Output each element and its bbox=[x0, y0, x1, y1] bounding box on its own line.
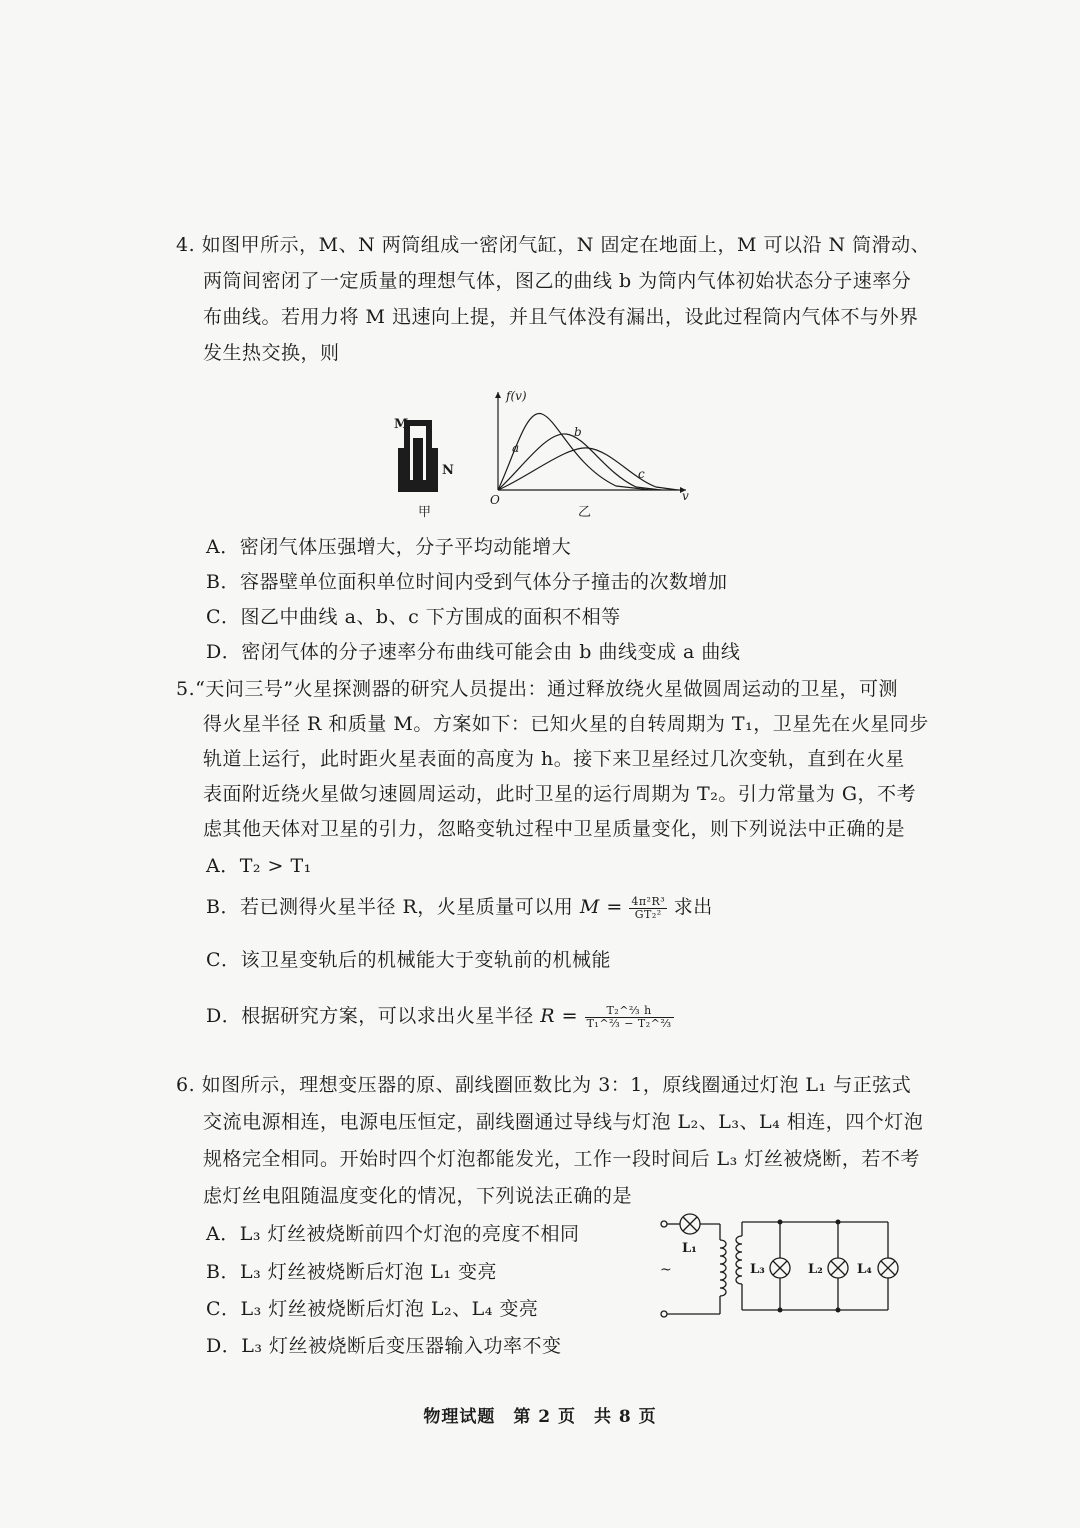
q4-line-4: 发生热交换，则 bbox=[203, 342, 340, 364]
curve-c bbox=[498, 448, 678, 490]
q6-option-d: D．L₃ 灯丝被烧断后变压器输入功率不变 bbox=[206, 1335, 562, 1357]
q6-line-3: 规格完全相同。开始时四个灯泡都能发光，工作一段时间后 L₃ 灯丝被烧断，若不考 bbox=[203, 1148, 920, 1170]
q5-option-d-denominator: T₁^⅔ − T₂^⅔ bbox=[586, 1016, 672, 1030]
curve-label-b: b bbox=[574, 425, 582, 439]
q5-option-d-lhs: R = bbox=[540, 1005, 579, 1027]
curve-label-a: a bbox=[512, 441, 520, 455]
q6-option-c: C．L₃ 灯丝被烧断后灯泡 L₂、L₄ 变亮 bbox=[206, 1298, 539, 1320]
q4-option-c: C．图乙中曲线 a、b、c 下方围成的面积不相等 bbox=[206, 606, 621, 628]
q4-option-b: B．容器壁单位面积单位时间内受到气体分子撞击的次数增加 bbox=[206, 571, 728, 593]
secondary-coil bbox=[736, 1236, 742, 1284]
figure-jia-cylinder bbox=[388, 408, 468, 520]
q6-line-4: 虑灯丝电阻随温度变化的情况，下列说法正确的是 bbox=[203, 1185, 633, 1207]
q5-option-a: A．T₂ > T₁ bbox=[206, 855, 312, 877]
q6-line-1: 6. 如图所示，理想变压器的原、副线圈匝数比为 3：1，原线圈通过灯泡 L₁ 与正弦式 bbox=[176, 1074, 912, 1096]
q5-line-1: 5.“天问三号”火星探测器的研究人员提出：通过释放绕火星做圆周运动的卫星，可测 bbox=[176, 678, 899, 700]
circuit-label-l1: L₁ bbox=[682, 1241, 697, 1256]
q5-line-5: 虑其他天体对卫星的引力，忽略变轨过程中卫星质量变化，则下列说法中正确的是 bbox=[203, 818, 906, 840]
figure-yi-distribution bbox=[486, 386, 696, 520]
q5-option-b-text: B．若已测得火星半径 R，火星质量可以用 bbox=[206, 896, 574, 918]
circuit-label-l4: L₄ bbox=[857, 1262, 872, 1277]
q5-option-d-text: D．根据研究方案，可以求出火星半径 bbox=[206, 1005, 534, 1027]
q4-option-d: D．密闭气体的分子速率分布曲线可能会由 b 曲线变成 a 曲线 bbox=[206, 641, 741, 663]
circuit-diagram bbox=[654, 1210, 904, 1326]
circuit-label-l2: L₂ bbox=[808, 1262, 823, 1277]
q5-option-b-suffix: 求出 bbox=[673, 896, 713, 918]
label-n: N bbox=[442, 463, 454, 478]
q5-option-b-fraction bbox=[629, 896, 667, 921]
q5-option-d-numerator: T₂^⅔ h bbox=[585, 1005, 674, 1018]
q5-option-b bbox=[206, 895, 713, 921]
q5-option-d bbox=[206, 1004, 674, 1030]
origin-label: O bbox=[490, 493, 500, 507]
label-m: M bbox=[394, 417, 409, 432]
q6-line-2: 交流电源相连，电源电压恒定，副线圈通过导线与灯泡 L₂、L₃、L₄ 相连，四个灯泡 bbox=[203, 1111, 924, 1133]
xlabel: v bbox=[682, 489, 689, 503]
caption-yi: 乙 bbox=[578, 505, 592, 520]
terminal-top bbox=[661, 1221, 667, 1227]
q5-option-d-fraction bbox=[585, 1005, 674, 1030]
circuit-source-symbol: ~ bbox=[660, 1262, 672, 1278]
q4-line-1: 4. 如图甲所示，M、N 两筒组成一密闭气缸，N 固定在地面上，M 可以沿 N 筒滑动、 bbox=[176, 234, 931, 256]
q6-option-b: B．L₃ 灯丝被烧断后灯泡 L₁ 变亮 bbox=[206, 1261, 498, 1283]
q5-line-3: 轨道上运行，此时距火星表面的高度为 h。接下来卫星经过几次变轨，直到在火星 bbox=[203, 748, 905, 770]
q5-line-2: 得火星半径 R 和质量 M。方案如下：已知火星的自转周期为 T₁，卫星先在火星同步 bbox=[203, 713, 929, 735]
q4-line-2: 两筒间密闭了一定质量的理想气体，图乙的曲线 b 为筒内气体初始状态分子速率分 bbox=[203, 270, 912, 292]
curve-b bbox=[498, 434, 661, 490]
q5-option-b-denominator: GT₂² bbox=[634, 907, 662, 921]
circuit-label-l3: L₃ bbox=[750, 1262, 765, 1277]
q4-option-a: A．密闭气体压强增大，分子平均动能增大 bbox=[206, 536, 572, 558]
terminal-bottom bbox=[661, 1311, 667, 1317]
q5-option-c: C．该卫星变轨后的机械能大于变轨前的机械能 bbox=[206, 949, 612, 971]
caption-jia: 甲 bbox=[418, 505, 432, 520]
q5-option-b-lhs: M = bbox=[579, 896, 623, 918]
q5-line-4: 表面附近绕火星做匀速圆周运动，此时卫星的运行周期为 T₂。引力常量为 G，不考 bbox=[203, 783, 917, 805]
q4-line-3: 布曲线。若用力将 M 迅速向上提，并且气体没有漏出，设此过程筒内气体不与外界 bbox=[203, 306, 919, 328]
page-footer: 物理试题 第 2 页 共 8 页 bbox=[423, 1407, 657, 1427]
ylabel: f(v) bbox=[506, 389, 527, 403]
q5-option-b-numerator: 4π²R³ bbox=[631, 894, 666, 908]
curve-label-c: c bbox=[638, 467, 645, 481]
primary-coil bbox=[720, 1240, 726, 1296]
q6-option-a: A．L₃ 灯丝被烧断前四个灯泡的亮度不相同 bbox=[206, 1223, 580, 1245]
